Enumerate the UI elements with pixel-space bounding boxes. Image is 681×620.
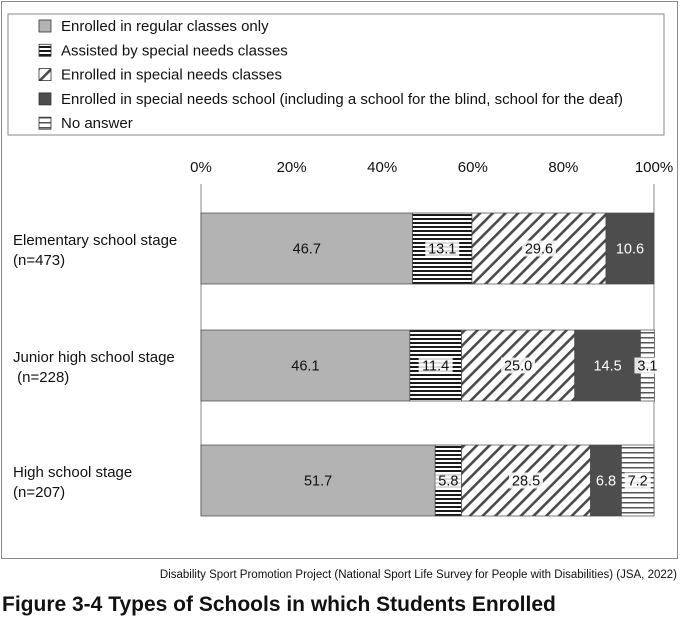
x-tick-label: 40% xyxy=(367,159,398,176)
category-labels xyxy=(13,232,177,501)
x-axis-ticks xyxy=(190,159,673,176)
x-tick-label: 0% xyxy=(190,159,212,176)
value-label: 25.0 xyxy=(503,358,533,375)
legend-label-5: No answer xyxy=(61,115,133,133)
legend-label-4: Enrolled in special needs school (including a school for the blind, school for the deaf) xyxy=(61,90,624,108)
value-label: 51.7 xyxy=(303,473,333,490)
value-label: 6.8 xyxy=(595,473,617,490)
value-label: 3.1 xyxy=(637,358,658,375)
chart-frame xyxy=(1,1,678,559)
value-label: 11.4 xyxy=(422,358,450,375)
legend-label-2: Assisted by special needs classes xyxy=(61,42,288,60)
legend xyxy=(8,14,664,135)
x-tick-label: 100% xyxy=(634,159,674,176)
value-label: 7.2 xyxy=(627,473,648,490)
x-tick-label: 80% xyxy=(548,159,579,176)
legend-swatch-1 xyxy=(39,20,51,32)
value-label: 13.1 xyxy=(428,241,457,258)
figure-title: Figure 3-4 Types of Schools in which Students Enrolled xyxy=(2,593,556,616)
category-label: (n=207) xyxy=(13,484,66,501)
value-label: 28.5 xyxy=(511,473,541,490)
x-tick-label: 60% xyxy=(457,159,488,176)
legend-swatch-3 xyxy=(39,69,51,81)
category-label: Elementary school stage xyxy=(13,232,178,249)
value-label: 46.1 xyxy=(291,358,320,375)
category-label: Junior high school stage xyxy=(13,349,175,366)
legend-label-3: Enrolled in special needs classes xyxy=(61,66,282,84)
x-tick-label: 20% xyxy=(276,159,307,176)
value-label: 10.6 xyxy=(615,241,645,258)
legend-swatch-5 xyxy=(39,117,51,129)
value-label: 29.6 xyxy=(524,241,554,258)
legend-label-1: Enrolled in regular classes only xyxy=(61,18,269,35)
bars xyxy=(201,213,660,516)
value-label: 46.7 xyxy=(292,241,321,258)
category-label: (n=228) xyxy=(13,369,70,386)
legend-swatch-2 xyxy=(39,44,51,56)
legend-swatch-4 xyxy=(39,93,51,105)
value-label: 5.8 xyxy=(438,473,459,490)
source-note: Disability Sport Promotion Project (National Sport Life Survey for People with Disabilities) (JSA, 2022) xyxy=(159,569,677,581)
stacked-bar-chart xyxy=(2,2,679,560)
category-label: (n=473) xyxy=(13,252,66,269)
category-label: High school stage xyxy=(13,464,133,481)
value-label: 14.5 xyxy=(593,358,622,375)
